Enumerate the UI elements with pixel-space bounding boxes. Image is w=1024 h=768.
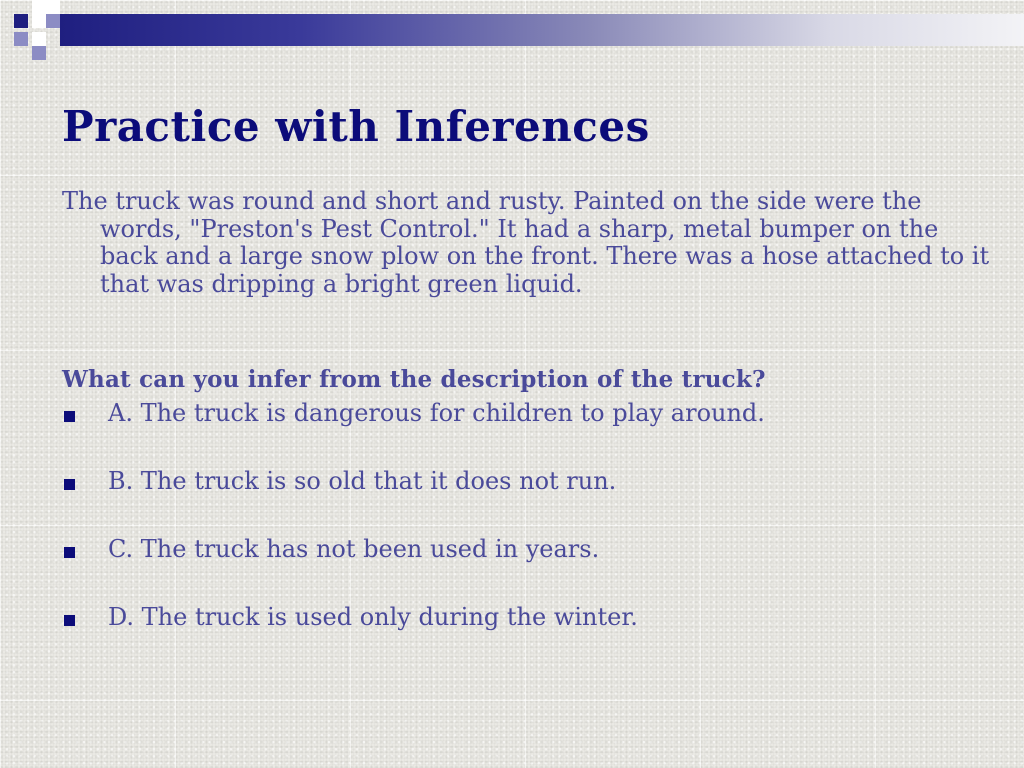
square-bullet-icon — [64, 479, 75, 490]
deco-square-6 — [32, 46, 46, 60]
option-text: D. The truck is used only during the winter. — [108, 603, 638, 631]
passage-text: The truck was round and short and rusty. Painted on the side were the words, "Preston's Pest Control." It had a sharp, metal bumper on the back and a large snow plow on the front. There was a hose attached to it that was dripping a bright green liquid. — [62, 187, 990, 298]
slide-title: Practice with Inferences — [62, 102, 650, 151]
option-text: A. The truck is dangerous for children to play around. — [108, 399, 765, 427]
option-text: B. The truck is so old that it does not run. — [108, 467, 617, 495]
square-bullet-icon — [64, 615, 75, 626]
deco-square-5 — [32, 32, 46, 46]
square-bullet-icon — [64, 547, 75, 558]
deco-square-1 — [14, 14, 28, 28]
square-bullet-icon — [64, 411, 75, 422]
question-text: What can you infer from the description of the truck? — [62, 366, 766, 393]
deco-square-4 — [14, 32, 28, 46]
option-text: C. The truck has not been used in years. — [108, 535, 600, 563]
header-gradient-bar — [60, 14, 1024, 46]
deco-square-3 — [46, 14, 60, 28]
